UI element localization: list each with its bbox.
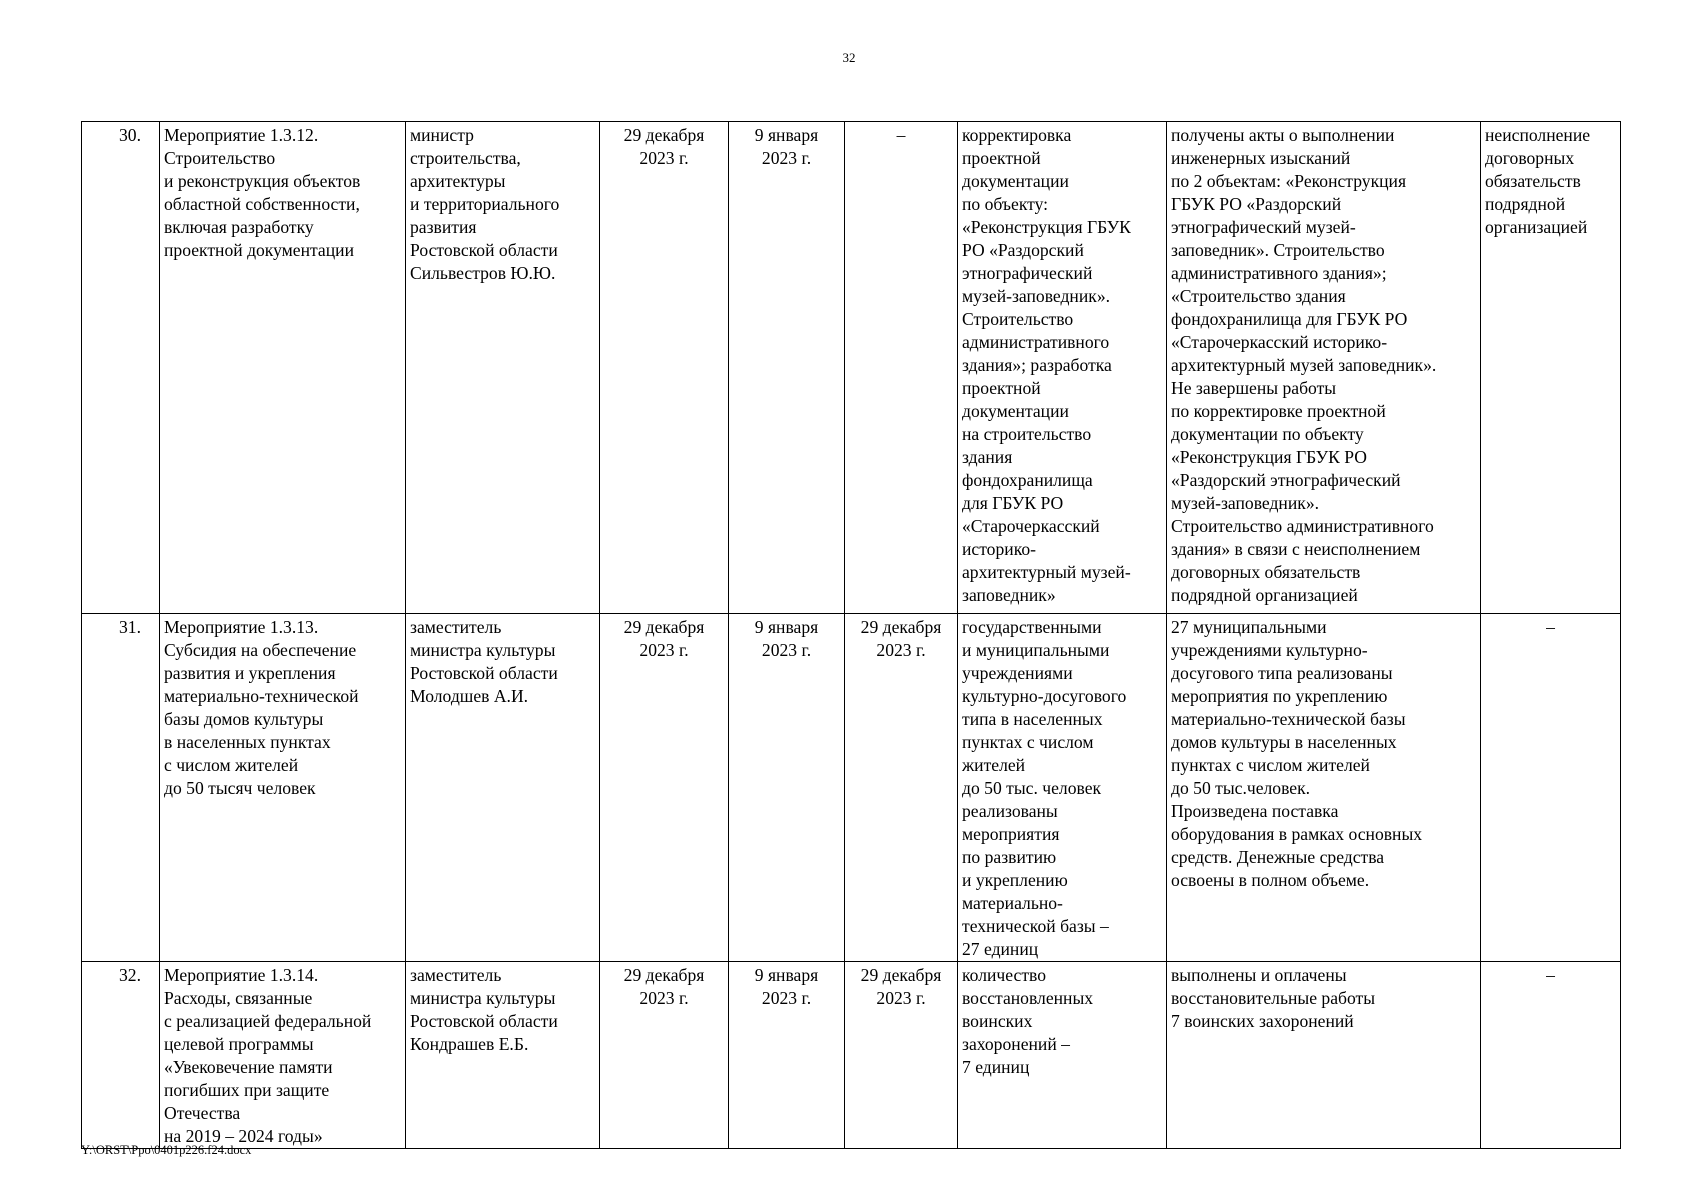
deviation-reasons: – bbox=[1481, 614, 1621, 962]
deviation-reasons: неисполнение договорных обязательств подрядной организацией bbox=[1481, 122, 1621, 614]
planned-end-date: 29 декабря 2023 г. bbox=[600, 122, 729, 614]
planned-end-date: 29 декабря 2023 г. bbox=[600, 962, 729, 1149]
event-name: Мероприятие 1.3.13. Субсидия на обеспечение развития и укрепления материально-технической базы домов культуры в населенных пунктах с числом жителей до 50 тысяч человек bbox=[160, 614, 406, 962]
actual-end-date: 29 декабря 2023 г. bbox=[845, 962, 958, 1149]
deviation-reasons: – bbox=[1481, 962, 1621, 1149]
planned-result: государственными и муниципальными учреждениями культурно-досугового типа в населенных пунктах с числом жителей до 50 тыс. человек реализованы мероприятия по развитию и укреплению материально- технической базы – 27 единиц bbox=[958, 614, 1167, 962]
event-name: Мероприятие 1.3.12. Строительство и реконструкция объектов областной собственности, включая разработку проектной документации bbox=[160, 122, 406, 614]
table-row bbox=[82, 614, 1621, 962]
report-table bbox=[81, 121, 1621, 1149]
actual-result: получены акты о выполнении инженерных изысканий по 2 объектам: «Реконструкция ГБУК РО «Раздорский этнографический музей- заповедник». Строительство административного здания»; «Строительство здания фондохранилища для ГБУК РО «Старочеркасский историко- архитектурный музей заповедник». Не завершены работы по корректировке проектной документации по объекту «Реконструкция ГБУК РО «Раздорский этнографический музей-заповедник». Строительство административного здания» в связи с неисполнением договорных обязательств подрядной организацией bbox=[1167, 122, 1481, 614]
row-number: 32. bbox=[82, 962, 160, 1149]
page-number: 32 bbox=[842, 50, 856, 65]
responsible-person: министр строительства, архитектуры и территориального развития Ростовской области Сильвестров Ю.Ю. bbox=[406, 122, 600, 614]
actual-start-date: 9 января 2023 г. bbox=[729, 122, 845, 614]
table-row bbox=[82, 122, 1621, 614]
actual-end-date: 29 декабря 2023 г. bbox=[845, 614, 958, 962]
planned-result: количество восстановленных воинских захоронений – 7 единиц bbox=[958, 962, 1167, 1149]
event-name: Мероприятие 1.3.14. Расходы, связанные с реализацией федеральной целевой программы «Увековечение памяти погибших при защите Отечества на 2019 – 2024 годы» bbox=[160, 962, 406, 1149]
planned-result: корректировка проектной документации по объекту: «Реконструкция ГБУК РО «Раздорский этнографический музей-заповедник». Строительство административного здания»; разработка проектной документации на строительство здания фондохранилища для ГБУК РО «Старочеркасский историко- архитектурный музей- заповедник» bbox=[958, 122, 1167, 614]
actual-start-date: 9 января 2023 г. bbox=[729, 962, 845, 1149]
row-number: 30. bbox=[82, 122, 160, 614]
footer-file-path: Y:\ORST\Ppo\0401p226.f24.docx bbox=[81, 1143, 252, 1157]
row-number: 31. bbox=[82, 614, 160, 962]
responsible-person: заместитель министра культуры Ростовской области Кондрашев Е.Б. bbox=[406, 962, 600, 1149]
actual-result: выполнены и оплачены восстановительные работы 7 воинских захоронений bbox=[1167, 962, 1481, 1149]
table-row bbox=[82, 962, 1621, 1149]
responsible-person: заместитель министра культуры Ростовской области Молодшев А.И. bbox=[406, 614, 600, 962]
actual-end-date: – bbox=[845, 122, 958, 614]
actual-start-date: 9 января 2023 г. bbox=[729, 614, 845, 962]
actual-result: 27 муниципальными учреждениями культурно- досугового типа реализованы мероприятия по укреплению материально-технической базы домов культуры в населенных пунктах с числом жителей до 50 тыс.человек. Произведена поставка оборудования в рамках основных средств. Денежные средства освоены в полном объеме. bbox=[1167, 614, 1481, 962]
planned-end-date: 29 декабря 2023 г. bbox=[600, 614, 729, 962]
